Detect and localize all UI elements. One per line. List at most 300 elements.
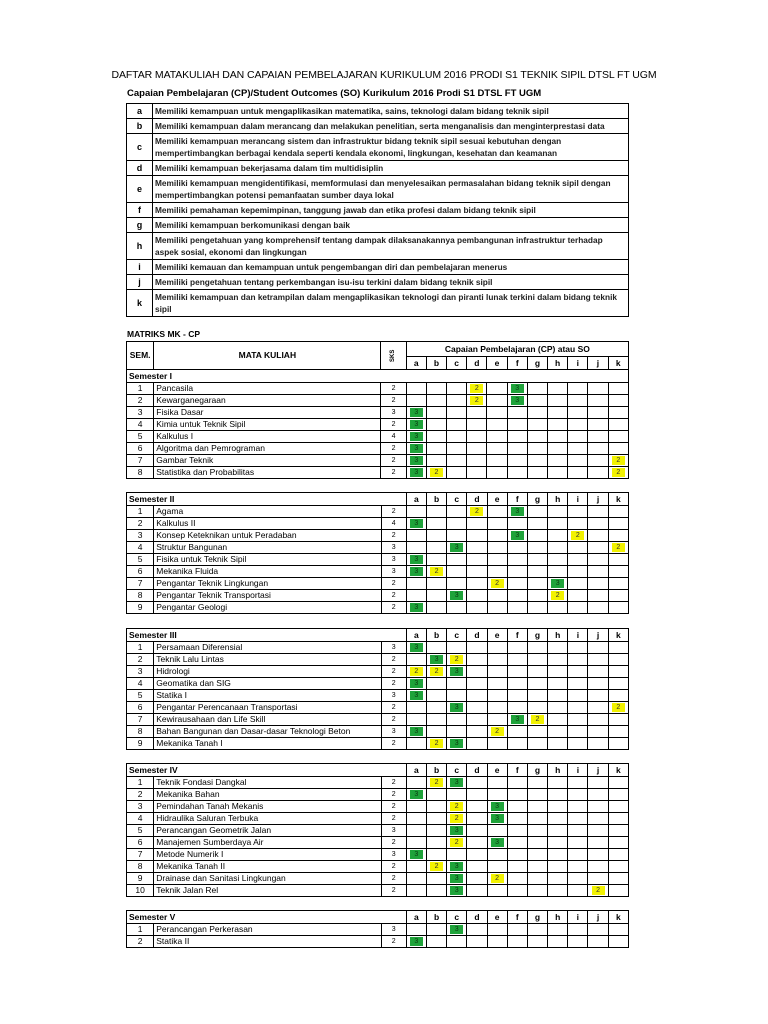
cp-cell-k <box>608 825 628 837</box>
cp-cell-f <box>507 602 527 614</box>
column-d: d <box>467 357 487 370</box>
cp-level-mark: 3 <box>450 778 463 787</box>
cp-cell-d <box>467 590 487 602</box>
column-f: f <box>507 629 527 642</box>
cp-cell-b <box>426 825 446 837</box>
cp-cell-j <box>588 885 608 897</box>
course-sks: 4 <box>381 431 406 443</box>
course-number: 10 <box>127 885 154 897</box>
cp-cell-a <box>406 642 426 654</box>
column-f: f <box>507 911 527 924</box>
cp-cell-g <box>527 506 547 518</box>
cp-cell-a <box>406 924 426 936</box>
cp-cell-j <box>588 837 608 849</box>
cp-cell-h <box>548 702 568 714</box>
course-number: 6 <box>127 566 154 578</box>
cp-level-mark: 3 <box>450 874 463 883</box>
cp-cell-a <box>406 395 426 407</box>
cp-cell-h <box>548 678 568 690</box>
course-name: Teknik Lalu Lintas <box>154 654 381 666</box>
cp-description: Memiliki kemampuan untuk mengaplikasikan matematika, sains, teknologi dalam bidang teknik sipil <box>153 104 629 119</box>
course-number: 1 <box>127 383 154 395</box>
course-sks: 2 <box>381 702 406 714</box>
cp-cell-e <box>487 936 507 948</box>
semester-table <box>126 628 629 750</box>
cp-cell-j <box>588 861 608 873</box>
cp-cell-c <box>447 395 467 407</box>
cp-cell-f <box>507 726 527 738</box>
cp-cell-a <box>406 777 426 789</box>
column-c: c <box>447 629 467 642</box>
semester-table <box>126 341 629 479</box>
cp-cell-c <box>447 873 467 885</box>
cp-cell-k <box>608 395 628 407</box>
cp-cell-d <box>467 566 487 578</box>
column-d: d <box>467 764 487 777</box>
cp-cell-a <box>406 873 426 885</box>
cp-cell-j <box>588 714 608 726</box>
course-sks: 2 <box>381 678 406 690</box>
cp-cell-b <box>426 777 446 789</box>
cp-cell-a <box>406 518 426 530</box>
cp-cell-i <box>568 467 588 479</box>
cp-cell-d <box>467 443 487 455</box>
course-number: 1 <box>127 777 154 789</box>
cp-key: d <box>127 161 153 176</box>
cp-cell-e <box>487 419 507 431</box>
course-row <box>127 714 629 726</box>
course-number: 9 <box>127 738 154 750</box>
cp-cell-g <box>527 383 547 395</box>
cp-level-mark: 2 <box>430 739 443 748</box>
course-row <box>127 678 629 690</box>
cp-cell-j <box>588 873 608 885</box>
course-number: 2 <box>127 518 154 530</box>
column-i: i <box>568 911 588 924</box>
cp-cell-e <box>487 726 507 738</box>
cp-cell-g <box>527 419 547 431</box>
course-number: 8 <box>127 590 154 602</box>
cp-cell-c <box>447 383 467 395</box>
course-row <box>127 924 629 936</box>
course-sks: 2 <box>381 443 406 455</box>
cp-cell-g <box>527 530 547 542</box>
cp-cell-a <box>406 690 426 702</box>
cp-level-mark: 3 <box>450 886 463 895</box>
cp-cell-g <box>527 825 547 837</box>
cp-cell-f <box>507 777 527 789</box>
course-sks: 2 <box>381 777 406 789</box>
course-name: Algoritma dan Pemrograman <box>154 443 381 455</box>
course-name: Hidraulika Saluran Terbuka <box>154 813 381 825</box>
cp-cell-f <box>507 578 527 590</box>
cp-cell-i <box>568 642 588 654</box>
cp-cell-k <box>608 726 628 738</box>
cp-cell-k <box>608 738 628 750</box>
cp-cell-j <box>588 467 608 479</box>
cp-cell-d <box>467 690 487 702</box>
cp-cell-h <box>548 602 568 614</box>
cp-level-mark: 3 <box>410 555 423 564</box>
cp-cell-j <box>588 455 608 467</box>
cp-cell-f <box>507 590 527 602</box>
cp-cell-c <box>447 506 467 518</box>
column-i: i <box>568 629 588 642</box>
cp-cell-f <box>507 407 527 419</box>
course-row <box>127 801 629 813</box>
course-sks: 2 <box>381 885 406 897</box>
cp-cell-e <box>487 467 507 479</box>
column-h: h <box>548 357 568 370</box>
cp-cell-e <box>487 789 507 801</box>
course-row <box>127 419 629 431</box>
column-e: e <box>487 357 507 370</box>
cp-level-mark: 2 <box>491 727 504 736</box>
cp-cell-g <box>527 813 547 825</box>
cp-level-mark: 3 <box>410 444 423 453</box>
column-i: i <box>568 764 588 777</box>
semester-table <box>126 910 629 948</box>
cp-cell-g <box>527 837 547 849</box>
course-number: 8 <box>127 726 154 738</box>
cp-cell-g <box>527 726 547 738</box>
cp-level-mark: 3 <box>410 937 423 946</box>
cp-row <box>127 233 629 260</box>
course-sks: 2 <box>381 789 406 801</box>
course-name: Kalkulus I <box>154 431 381 443</box>
cp-cell-c <box>447 455 467 467</box>
course-number: 5 <box>127 554 154 566</box>
semester-name: Semester I <box>127 370 629 383</box>
cp-cell-g <box>527 467 547 479</box>
course-name: Mekanika Tanah II <box>154 861 381 873</box>
cp-cell-g <box>527 690 547 702</box>
column-d: d <box>467 493 487 506</box>
course-sks: 2 <box>381 714 406 726</box>
cp-key: i <box>127 260 153 275</box>
cp-cell-a <box>406 936 426 948</box>
cp-cell-e <box>487 455 507 467</box>
course-sks: 2 <box>381 837 406 849</box>
cp-cell-e <box>487 738 507 750</box>
column-b: b <box>426 493 446 506</box>
column-j: j <box>588 629 608 642</box>
cp-cell-e <box>487 395 507 407</box>
cp-cell-h <box>548 726 568 738</box>
course-row <box>127 602 629 614</box>
cp-cell-c <box>447 678 467 690</box>
column-g: g <box>527 629 547 642</box>
cp-cell-k <box>608 666 628 678</box>
cp-cell-f <box>507 789 527 801</box>
cp-description: Memiliki kemampuan bekerjasama dalam tim multidisiplin <box>153 161 629 176</box>
course-row <box>127 578 629 590</box>
course-row <box>127 813 629 825</box>
column-f: f <box>507 357 527 370</box>
column-g: g <box>527 493 547 506</box>
cp-row <box>127 134 629 161</box>
cp-level-mark: 2 <box>592 886 605 895</box>
cp-cell-d <box>467 714 487 726</box>
cp-cell-b <box>426 590 446 602</box>
column-j: j <box>588 357 608 370</box>
cp-cell-a <box>406 654 426 666</box>
cp-cell-d <box>467 542 487 554</box>
cp-cell-i <box>568 666 588 678</box>
cp-cell-d <box>467 861 487 873</box>
cp-cell-b <box>426 714 446 726</box>
cp-cell-h <box>548 395 568 407</box>
cp-cell-k <box>608 518 628 530</box>
cp-cell-b <box>426 726 446 738</box>
column-h: h <box>548 764 568 777</box>
cp-cell-h <box>548 530 568 542</box>
course-row <box>127 936 629 948</box>
course-row <box>127 837 629 849</box>
cp-cell-f <box>507 542 527 554</box>
cp-level-mark: 2 <box>531 715 544 724</box>
cp-cell-c <box>447 702 467 714</box>
cp-cell-i <box>568 801 588 813</box>
cp-level-mark: 3 <box>491 838 504 847</box>
cp-cell-k <box>608 467 628 479</box>
course-sks: 4 <box>381 518 406 530</box>
sks-header: SKS <box>381 342 406 370</box>
cp-cell-j <box>588 407 608 419</box>
cp-cell-k <box>608 873 628 885</box>
course-number: 3 <box>127 530 154 542</box>
cp-cell-d <box>467 395 487 407</box>
cp-level-mark: 3 <box>511 531 524 540</box>
cp-cell-i <box>568 542 588 554</box>
cp-level-mark: 3 <box>430 655 443 664</box>
cp-level-mark: 3 <box>511 396 524 405</box>
cp-cell-i <box>568 777 588 789</box>
cp-cell-e <box>487 666 507 678</box>
cp-level-mark: 3 <box>450 826 463 835</box>
cp-cell-a <box>406 590 426 602</box>
cp-cell-b <box>426 801 446 813</box>
cp-cell-f <box>507 383 527 395</box>
cp-cell-i <box>568 395 588 407</box>
cp-cell-e <box>487 801 507 813</box>
cp-cell-j <box>588 690 608 702</box>
course-name: Mekanika Fluida <box>154 566 381 578</box>
course-row <box>127 455 629 467</box>
cp-cell-a <box>406 554 426 566</box>
cp-cell-g <box>527 578 547 590</box>
cp-key: j <box>127 275 153 290</box>
cp-cell-i <box>568 936 588 948</box>
cp-cell-f <box>507 924 527 936</box>
cp-cell-g <box>527 873 547 885</box>
cp-cell-d <box>467 885 487 897</box>
course-row <box>127 861 629 873</box>
cp-cell-e <box>487 849 507 861</box>
cp-cell-j <box>588 924 608 936</box>
course-sks: 2 <box>381 419 406 431</box>
cp-row <box>127 275 629 290</box>
column-c: c <box>447 493 467 506</box>
column-c: c <box>447 911 467 924</box>
cp-cell-j <box>588 726 608 738</box>
course-row <box>127 506 629 518</box>
cp-level-mark: 2 <box>450 814 463 823</box>
cp-cell-j <box>588 383 608 395</box>
cp-cell-d <box>467 506 487 518</box>
course-sks: 3 <box>381 642 406 654</box>
cp-key: g <box>127 218 153 233</box>
cp-cell-j <box>588 542 608 554</box>
cp-cell-h <box>548 407 568 419</box>
course-row <box>127 467 629 479</box>
cp-cell-k <box>608 714 628 726</box>
course-name: Pengantar Teknik Lingkungan <box>154 578 381 590</box>
course-number: 4 <box>127 678 154 690</box>
course-number: 4 <box>127 813 154 825</box>
column-j: j <box>588 493 608 506</box>
cp-cell-i <box>568 443 588 455</box>
cp-cell-e <box>487 602 507 614</box>
course-sks: 2 <box>381 578 406 590</box>
course-row <box>127 666 629 678</box>
cp-cell-d <box>467 924 487 936</box>
cp-cell-b <box>426 395 446 407</box>
cp-cell-b <box>426 530 446 542</box>
cp-cell-g <box>527 602 547 614</box>
cp-row <box>127 218 629 233</box>
cp-cell-c <box>447 825 467 837</box>
semester-name: Semester II <box>127 493 407 506</box>
course-header: MATA KULIAH <box>154 342 381 370</box>
cp-cell-i <box>568 924 588 936</box>
cp-level-mark: 3 <box>410 408 423 417</box>
cp-cell-d <box>467 407 487 419</box>
cp-cell-a <box>406 602 426 614</box>
cp-level-mark: 2 <box>450 802 463 811</box>
cp-cell-g <box>527 936 547 948</box>
cp-cell-k <box>608 654 628 666</box>
cp-cell-j <box>588 738 608 750</box>
cp-level-mark: 3 <box>450 543 463 552</box>
cp-cell-d <box>467 666 487 678</box>
course-name: Teknik Fondasi Dangkal <box>154 777 381 789</box>
cp-level-mark: 3 <box>511 507 524 516</box>
cp-cell-c <box>447 837 467 849</box>
cp-cell-f <box>507 554 527 566</box>
cp-cell-d <box>467 726 487 738</box>
cp-cell-k <box>608 431 628 443</box>
cp-cell-k <box>608 837 628 849</box>
cp-cell-i <box>568 702 588 714</box>
cp-cell-b <box>426 861 446 873</box>
cp-cell-f <box>507 530 527 542</box>
course-row <box>127 407 629 419</box>
cp-cell-e <box>487 777 507 789</box>
cp-level-mark: 3 <box>410 432 423 441</box>
cp-cell-d <box>467 431 487 443</box>
cp-cell-i <box>568 837 588 849</box>
course-number: 7 <box>127 849 154 861</box>
cp-level-mark: 2 <box>470 507 483 516</box>
cp-cell-j <box>588 590 608 602</box>
column-b: b <box>426 911 446 924</box>
column-a: a <box>406 764 426 777</box>
cp-cell-h <box>548 849 568 861</box>
cp-cell-d <box>467 578 487 590</box>
cp-level-mark: 2 <box>430 667 443 676</box>
cp-cell-g <box>527 714 547 726</box>
column-h: h <box>548 493 568 506</box>
cp-cell-e <box>487 837 507 849</box>
cp-cell-c <box>447 885 467 897</box>
course-number: 9 <box>127 873 154 885</box>
course-number: 7 <box>127 455 154 467</box>
cp-cell-a <box>406 542 426 554</box>
cp-cell-g <box>527 924 547 936</box>
cp-cell-i <box>568 885 588 897</box>
column-k: k <box>608 493 628 506</box>
course-sks: 3 <box>381 690 406 702</box>
cp-cell-i <box>568 873 588 885</box>
semester-name: Semester V <box>127 911 407 924</box>
course-sks: 2 <box>381 861 406 873</box>
cp-cell-a <box>406 578 426 590</box>
cp-cell-f <box>507 738 527 750</box>
course-number: 7 <box>127 578 154 590</box>
cp-cell-e <box>487 873 507 885</box>
course-row <box>127 542 629 554</box>
cp-description: Memiliki kemauan dan kemampuan untuk pengembangan diri dan pembelajaran menerus <box>153 260 629 275</box>
cp-header: Capaian Pembelajaran (CP) atau SO <box>406 342 628 357</box>
cp-cell-i <box>568 383 588 395</box>
column-a: a <box>406 357 426 370</box>
cp-cell-a <box>406 530 426 542</box>
cp-cell-e <box>487 443 507 455</box>
cp-description: Memiliki pemahaman kepemimpinan, tanggung jawab dan etika profesi dalam bidang teknik sipil <box>153 203 629 218</box>
cp-cell-h <box>548 666 568 678</box>
course-number: 6 <box>127 837 154 849</box>
cp-cell-f <box>507 702 527 714</box>
cp-level-mark: 3 <box>511 384 524 393</box>
cp-cell-h <box>548 642 568 654</box>
cp-cell-i <box>568 419 588 431</box>
cp-cell-d <box>467 602 487 614</box>
cp-cell-c <box>447 443 467 455</box>
course-row <box>127 702 629 714</box>
cp-cell-e <box>487 566 507 578</box>
cp-cell-c <box>447 654 467 666</box>
cp-cell-c <box>447 467 467 479</box>
course-row <box>127 395 629 407</box>
cp-cell-f <box>507 837 527 849</box>
cp-cell-g <box>527 702 547 714</box>
cp-cell-a <box>406 383 426 395</box>
cp-cell-i <box>568 407 588 419</box>
cp-level-mark: 2 <box>430 468 443 477</box>
cp-cell-j <box>588 789 608 801</box>
course-name: Manajemen Sumberdaya Air <box>154 837 381 849</box>
cp-cell-f <box>507 419 527 431</box>
cp-cell-k <box>608 642 628 654</box>
column-f: f <box>507 764 527 777</box>
cp-level-mark: 3 <box>450 667 463 676</box>
course-sks: 2 <box>381 936 406 948</box>
cp-cell-h <box>548 467 568 479</box>
cp-cell-e <box>487 678 507 690</box>
course-name: Mekanika Tanah I <box>154 738 381 750</box>
course-number: 5 <box>127 690 154 702</box>
